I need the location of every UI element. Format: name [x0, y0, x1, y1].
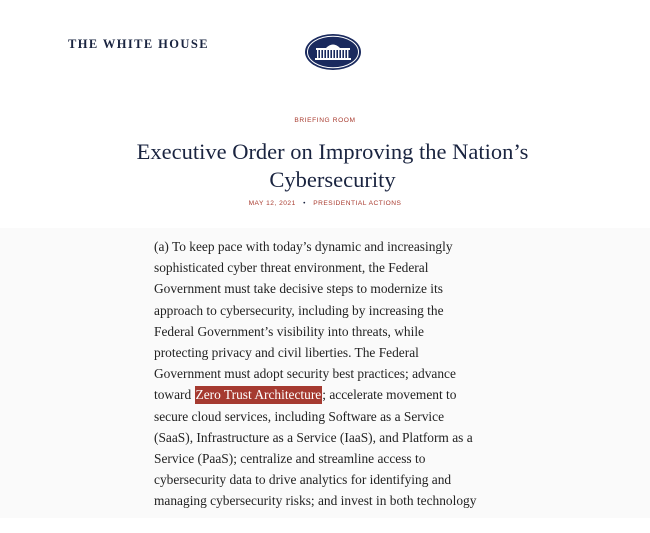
- body-line: cybersecurity data to drive analytics for identifying and: [154, 472, 452, 488]
- meta-separator: •: [303, 200, 306, 207]
- body-line: protecting privacy and civil liberties. The Federal: [154, 345, 419, 361]
- body-line: Government must adopt security best practices; advance: [154, 366, 456, 382]
- article-meta: [0, 200, 650, 207]
- category-link[interactable]: PRESIDENTIAL ACTIONS: [313, 200, 402, 207]
- text-after-highlight: ; accelerate movement to: [322, 387, 457, 403]
- body-line-highlight: [154, 384, 524, 405]
- body-line: managing cybersecurity risks; and invest in both technology: [154, 493, 477, 509]
- body-line: (a) To keep pace with today’s dynamic and increasingly: [154, 239, 453, 254]
- body-paragraph: [154, 236, 524, 512]
- section-kicker[interactable]: BRIEFING ROOM: [294, 117, 356, 124]
- body-line: Service (PaaS); centralize and streamline access to: [154, 451, 426, 467]
- body-line: approach to cybersecurity, including by increasing the: [154, 302, 444, 318]
- body-line: sophisticated cyber threat environment, the Federal: [154, 260, 429, 276]
- body-line: Federal Government’s visibility into threats, while: [154, 323, 424, 339]
- body-line: (SaaS), Infrastructure as a Service (IaaS), and Platform as a: [154, 429, 473, 445]
- publish-date: MAY 12, 2021: [248, 200, 296, 207]
- body-line: secure cloud services, including Software as a Service: [154, 408, 445, 424]
- page-title: Executive Order on Improving the Nation’s Cybersecurity: [136, 139, 529, 192]
- highlighted-term: Zero Trust Architecture: [195, 387, 322, 403]
- white-house-seal-icon[interactable]: [304, 33, 362, 71]
- site-name[interactable]: THE WHITE HOUSE: [68, 37, 209, 51]
- body-line: Government must take decisive steps to modernize its: [154, 281, 443, 297]
- text-before-highlight: toward: [154, 387, 195, 403]
